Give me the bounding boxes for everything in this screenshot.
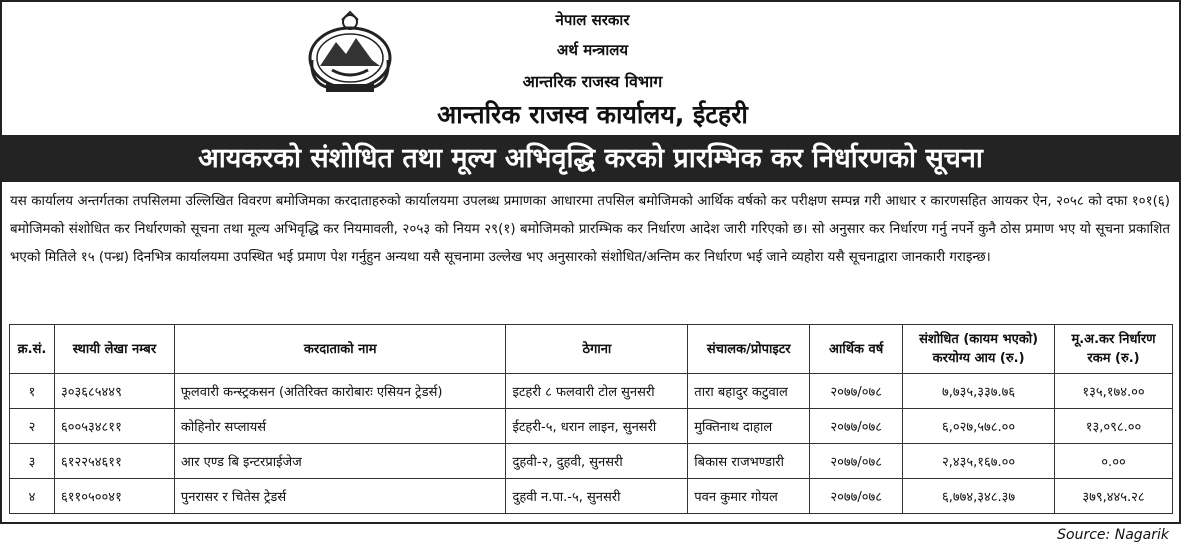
cell-vat-amount: ०.०० xyxy=(1055,444,1173,479)
cell-proprietor: तारा बहादुर कटुवाल xyxy=(688,374,810,409)
table-row xyxy=(10,409,1173,444)
cell-fiscal-year: २०७७/०७८ xyxy=(810,444,903,479)
government-title: नेपाल सरकार xyxy=(555,11,630,29)
cell-name: कोहिनोर सप्लायर्स xyxy=(174,409,506,444)
cell-address: दुहवी न.पा.-५, सुनसरी xyxy=(506,479,688,514)
cell-sn: २ xyxy=(10,409,55,444)
table-row xyxy=(10,444,1173,479)
header-address: ठेगाना xyxy=(506,325,688,374)
header-vat-amount: मू.अ.कर निर्धारण रकम (रु.) xyxy=(1055,325,1173,374)
cell-name: आर एण्ड बि इन्टरप्राईजेज xyxy=(174,444,506,479)
source-credit: Source: Nagarik xyxy=(1057,527,1169,543)
cell-taxable-income: ७,७३५,३३७.७६ xyxy=(903,374,1055,409)
cell-vat-amount: ३७९,४४५.२८ xyxy=(1055,479,1173,514)
cell-fiscal-year: २०७७/०७८ xyxy=(810,409,903,444)
header-taxable-income: संशोधित (कायम भएको) करयोग्य आय (रु.) xyxy=(903,325,1055,374)
taxpayer-table xyxy=(9,324,1173,514)
cell-pan: ३०३६८५४४९ xyxy=(54,374,174,409)
cell-taxable-income: ६,७७४,३४८.३७ xyxy=(903,479,1055,514)
cell-sn: १ xyxy=(10,374,55,409)
cell-sn: ३ xyxy=(10,444,55,479)
cell-address: इटहरी ८ फलवारी टोल सुनसरी xyxy=(506,374,688,409)
cell-vat-amount: १३,०९८.०० xyxy=(1055,409,1173,444)
cell-name: पुनरासर र चितेस ट्रेडर्स xyxy=(174,479,506,514)
header-fiscal-year: आर्थिक वर्ष xyxy=(810,325,903,374)
header-sn: क्र.सं. xyxy=(10,325,55,374)
cell-address: ईटहरी-५, धरान लाइन, सुनसरी xyxy=(506,409,688,444)
table-row xyxy=(10,374,1173,409)
cell-pan: ६११०५००४१ xyxy=(54,479,174,514)
header-proprietor: संचालक/प्रोपाइटर xyxy=(688,325,810,374)
cell-pan: ६००५३४८११ xyxy=(54,409,174,444)
cell-fiscal-year: २०७७/०७८ xyxy=(810,479,903,514)
cell-proprietor: बिकास राजभण्डारी xyxy=(688,444,810,479)
notice-title-banner: आयकरको संशोधित तथा मूल्य अभिवृद्धि करको प्रारम्भिक कर निर्धारणको सूचना xyxy=(2,135,1179,182)
header-pan: स्थायी लेखा नम्बर xyxy=(54,325,174,374)
ministry-title: अर्थ मन्त्रालय xyxy=(556,41,629,59)
table-header-row xyxy=(10,325,1173,374)
department-title: आन्तरिक राजस्व विभाग xyxy=(522,72,663,91)
cell-pan: ६१२२५४६११ xyxy=(54,444,174,479)
cell-address: दुहवी-२, दुहवी, सुनसरी xyxy=(506,444,688,479)
cell-taxable-income: २,४३५,१६७.०० xyxy=(903,444,1055,479)
cell-taxable-income: ६,०२७,५७८.०० xyxy=(903,409,1055,444)
cell-sn: ४ xyxy=(10,479,55,514)
cell-name: फूलवारी कन्स्ट्रकसन (अतिरिक्त कारोबारः एसियन ट्रेडर्स) xyxy=(174,374,506,409)
header-name: करदाताको नाम xyxy=(174,325,506,374)
cell-proprietor: मुक्तिनाथ दाहाल xyxy=(688,409,810,444)
cell-proprietor: पवन कुमार गोयल xyxy=(688,479,810,514)
cell-fiscal-year: २०७७/०७८ xyxy=(810,374,903,409)
cell-vat-amount: १३५,१७४.०० xyxy=(1055,374,1173,409)
office-title: आन्तरिक राजस्व कार्यालय, ईटहरी xyxy=(437,100,748,129)
table-row xyxy=(10,479,1173,514)
notice-paragraph: यस कार्यालय अन्तर्गतका तपसिलमा उल्लिखित विवरण बमोजिमका करदाताहरुको कार्यालयमा उपलब्ध प्रमाणका आधारमा तपसिल बमोजिमको आर्थिक वर्षको कर परीक्षण सम्पन्न गरी आधार र कारणसहित आयकर ऐन, २०५८ को दफा १०१(६) बमोजिमको संशोधित कर निर्धारणको सूचना तथा मूल्य अभिवृद्धि कर नियमावली, २०५३ को नियम २९(१) बमोजिमको प्रारम्भिक कर निर्धारण आदेश जारी गरिएको छ। सो अनुसार कर निर्धारण गर्नु नपर्ने कुनै ठोस प्रमाण भए यो सूचना प्रकाशित भएको मितिले १५ (पन्ध्र) दिनभित्र कार्यालयमा उपस्थित भई प्रमाण पेश गर्नुहुन अन्यथा यसै सूचनामा उल्लेख भए अनुसारको संशोधित/अन्तिम कर निर्धारण भई जाने व्यहोरा यसै सूचनाद्वारा जानकारी गराइन्छ। xyxy=(10,194,1170,265)
